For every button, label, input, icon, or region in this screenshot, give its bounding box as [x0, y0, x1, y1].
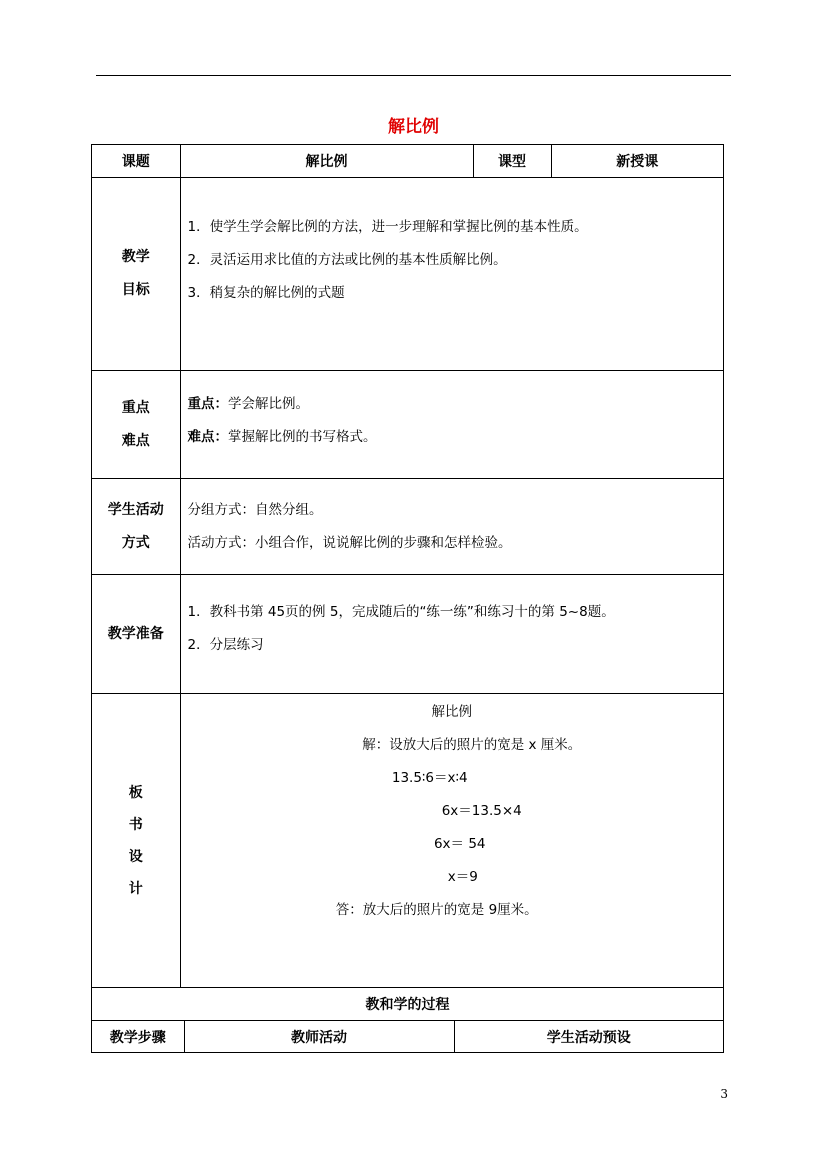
column-students: 学生活动预设: [454, 1021, 723, 1053]
activity-item: 分组方式：自然分组。: [187, 501, 323, 518]
board-row: [92, 694, 723, 988]
key-point-label: 重点：: [187, 395, 228, 412]
goal-item: 2．灵活运用求比值的方法或比例的基本性质解比例。: [187, 251, 507, 268]
key-point-text: 学会解比例。: [228, 395, 309, 412]
board-label: 板 书 设 计: [92, 694, 180, 988]
process-title-row: [92, 988, 723, 1021]
course-label: 课题: [92, 145, 180, 178]
goal-item: 1．使学生学会解比例的方法，进一步理解和掌握比例的基本性质。: [187, 218, 588, 235]
goal-item: 3．稍复杂的解比例的式题: [187, 284, 345, 301]
page-number: 3: [720, 1087, 728, 1101]
header-row: [92, 145, 723, 178]
key-points-label: 重点 难点: [92, 371, 180, 479]
goals-label: 教学 目标: [92, 178, 180, 371]
board-line: 答：放大后的照片的宽是 9厘米。: [335, 902, 538, 918]
goals-row: [92, 178, 723, 371]
key-points-row: [92, 371, 723, 479]
column-teacher: 教师活动: [184, 1021, 454, 1053]
lesson-plan-table: [91, 144, 724, 1053]
activity-label: 学生活动 方式: [92, 479, 180, 575]
process-title: 教和学的过程: [92, 988, 723, 1021]
difficult-point-label: 难点：: [187, 428, 228, 445]
board-line: 6x＝13.5×4: [441, 803, 522, 819]
course-value: 解比例: [180, 145, 473, 178]
activity-item: 活动方式：小组合作，说说解比例的步骤和怎样检验。: [187, 534, 512, 551]
column-steps: 教学步骤: [92, 1021, 184, 1053]
type-value: 新授课: [551, 145, 723, 178]
preparation-label: 教学准备: [92, 575, 180, 694]
type-label: 课型: [473, 145, 551, 178]
preparation-item: 1．教科书第 45页的例 5，完成随后的“练一练”和练习十的第 5~8题。: [187, 604, 615, 620]
preparation-item: 2．分层练习: [187, 637, 264, 653]
board-line: 解比例: [431, 704, 472, 720]
process-columns: [92, 1020, 723, 1053]
activity-content: [180, 479, 723, 575]
preparation-row: [92, 575, 723, 694]
preparation-content: [180, 575, 723, 694]
key-points-content: [180, 371, 723, 479]
board-line: x＝9: [447, 869, 478, 885]
activity-row: [92, 479, 723, 575]
goals-content: [180, 178, 723, 371]
header-rule: [96, 75, 731, 76]
difficult-point-text: 掌握解比例的书写格式。: [228, 428, 377, 445]
board-line: 6x＝ 54: [433, 836, 486, 852]
board-line: 13.5∶6＝x∶4: [391, 770, 468, 786]
board-line: 解：设放大后的照片的宽是 x 厘米。: [362, 737, 582, 753]
document-title: 解比例: [388, 117, 439, 137]
board-content: [180, 694, 723, 988]
